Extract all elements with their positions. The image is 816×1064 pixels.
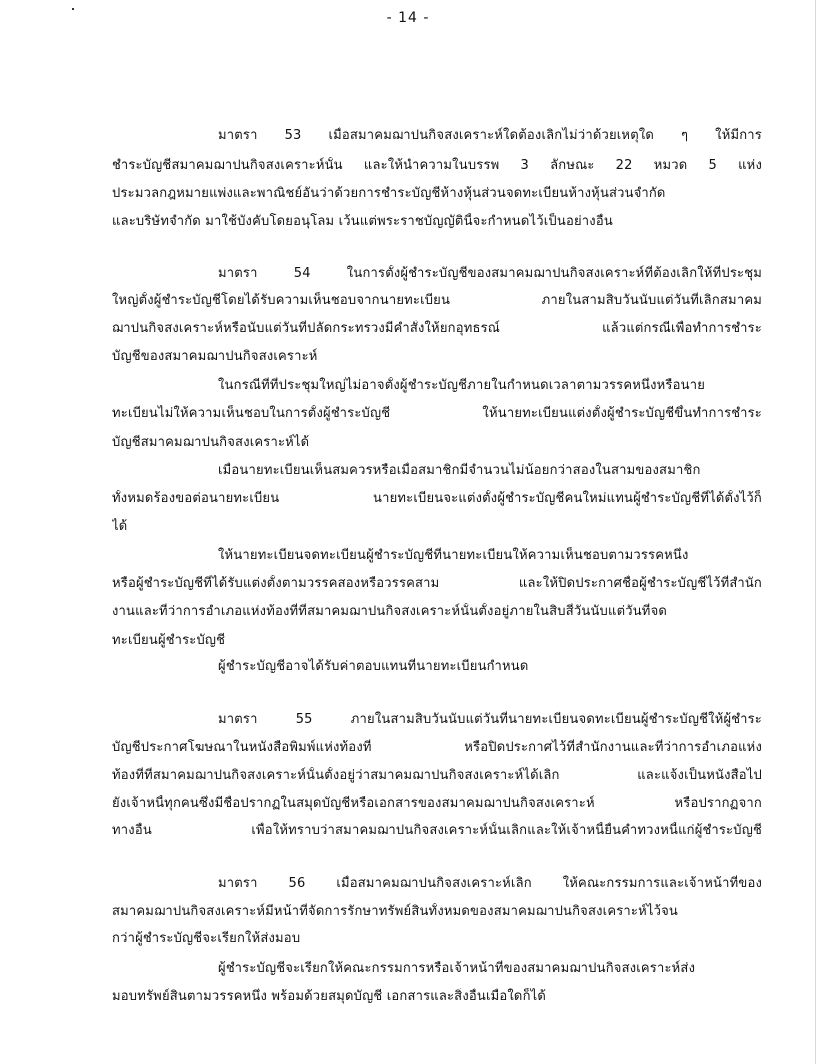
text-line: สมาคมฌาปนกิจสงเคราะห์มีหน้าที่จัดการรักษาทรัพย์สินทั้งหมดของสมาคมฌาปนกิจสงเคราะห์ไว้จน (112, 904, 678, 919)
page-number: - 14 - (386, 10, 430, 26)
text-line: มาตรา 56 เมื่อสมาคมฌาปนกิจสงเคราะห์เลิก ให้คณะกรรมการและเจ้าหน้าที่ของ (218, 876, 762, 891)
text-line: ทั้งหมดร้องขอต่อนายทะเบียน นายทะเบียนจะแต่งตั้งผู้ชำระบัญชีคนใหม่แทนผู้ชำระบัญชีที่ได้ตั้งไว้ก็ (112, 491, 762, 506)
text-line: บัญชีสมาคมฌาปนกิจสงเคราะห์ได้ (112, 435, 310, 450)
text-line: บัญชีประกาศโฆษณาในหนังสือพิมพ์แห่งท้องที่ หรือปิดประกาศไว้ที่สำนักงานและที่ว่าการอำเภอแห่ง (112, 740, 762, 755)
text-line: ท้องที่ที่สมาคมฌาปนกิจสงเคราะห์นั้นตั้งอยู่ว่าสมาคมฌาปนกิจสงเคราะห์ได้เลิก และแจ้งเป็นหนังสือไป (112, 768, 762, 783)
text-line: และบริษัทจำกัด มาใช้บังคับโดยอนุโลม เว้นแต่พระราชบัญญัตินี้จะกำหนดไว้เป็นอย่างอื่น (112, 214, 613, 229)
text-line: ทะเบียนผู้ชำระบัญชี (112, 633, 226, 648)
text-line: ประมวลกฎหมายแพ่งและพาณิชย์อันว่าด้วยการชำระบัญชีห้างหุ้นส่วนจดทะเบียนห้างหุ้นส่วนจำกัด (112, 186, 666, 201)
text-line: มอบทรัพย์สินตามวรรคหนึ่ง พร้อมด้วยสมุดบัญชี เอกสารและสิ่งอื่นเมื่อใดก็ได้ (112, 989, 547, 1004)
text-line: หรือผู้ชำระบัญชีที่ได้รับแต่งตั้งตามวรรคสองหรือวรรคสาม และให้ปิดประกาศชื่อผู้ชำระบัญชีไว้ที่สำนัก (112, 576, 762, 591)
text-line: ชำระบัญชีสมาคมฌาปนกิจสงเคราะห์นั้น และให้นำความในบรรพ 3 ลักษณะ 22 หมวด 5 แห่ง (112, 158, 762, 173)
text-line: งานและที่ว่าการอำเภอแห่งท้องที่ที่สมาคมฌาปนกิจสงเคราะห์นั้นตั้งอยู่ภายในสิบสี่วันนับแต่วันที่จด (112, 604, 668, 619)
text-line: ใหญ่ตั้งผู้ชำระบัญชีโดยได้รับความเห็นชอบจากนายทะเบียน ภายในสามสิบวันนับแต่วันที่เลิกสมาคม (112, 293, 762, 308)
text-line: ให้นายทะเบียนจดทะเบียนผู้ชำระบัญชีที่นายทะเบียนให้ความเห็นชอบตามวรรคหนึ่ง (218, 548, 689, 563)
text-line: ผู้ชำระบัญชีอาจได้รับค่าตอบแทนที่นายทะเบียนกำหนด (218, 659, 529, 674)
text-line: ทางอื่น เพื่อให้ทราบว่าสมาคมฌาปนกิจสงเคราะห์นั้นเลิกและให้เจ้าหนี้ยื่นคำทวงหนี้แก่ผู้ชำระบัญชี (112, 823, 762, 838)
text-line: ได้ (112, 519, 128, 534)
text-line: ยังเจ้าหนี้ทุกคนซึ่งมีชื่อปรากฏในสมุดบัญชีหรือเอกสารของสมาคมฌาปนกิจสงเคราะห์ หรือปรากฏจาก (112, 796, 762, 811)
text-line: มาตรา 55 ภายในสามสิบวันนับแต่วันที่นายทะเบียนจดทะเบียนผู้ชำระบัญชีให้ผู้ชำระ (218, 712, 762, 727)
text-line: ผู้ชำระบัญชีจะเรียกให้คณะกรรมการหรือเจ้าหน้าที่ของสมาคมฌาปนกิจสงเคราะห์ส่ง (218, 961, 696, 976)
text-line: มาตรา 54 ในการตั้งผู้ชำระบัญชีของสมาคมฌาปนกิจสงเคราะห์ที่ต้องเลิกให้ที่ประชุม (218, 266, 762, 281)
text-line: มาตรา 53 เมื่อสมาคมฌาปนกิจสงเคราะห์ใดต้องเลิกไม่ว่าด้วยเหตุใด ๆ ให้มีการ (218, 128, 762, 143)
text-line: บัญชีของสมาคมฌาปนกิจสงเคราะห์ (112, 349, 318, 364)
text-line: ฌาปนกิจสงเคราะห์หรือนับแต่วันที่ปลัดกระทรวงมีคำสั่งให้ยกอุทธรณ์ แล้วแต่กรณีเพื่อทำการชำระ (112, 321, 762, 336)
text-line: ทะเบียนไม่ให้ความเห็นชอบในการตั้งผู้ชำระบัญชี ให้นายทะเบียนแต่งตั้งผู้ชำระบัญชีขึ้นทำการชำระ (112, 406, 762, 421)
text-line: กว่าผู้ชำระบัญชีจะเรียกให้ส่งมอบ (112, 931, 301, 946)
text-line: ในกรณีที่ที่ประชุมใหญ่ไม่อาจตั้งผู้ชำระบัญชีภายในกำหนดเวลาตามวรรคหนึ่งหรือนาย (218, 378, 706, 393)
text-line: เมื่อนายทะเบียนเห็นสมควรหรือเมื่อสมาชิกมีจำนวนไม่น้อยกว่าสองในสามของสมาชิก (218, 463, 701, 478)
